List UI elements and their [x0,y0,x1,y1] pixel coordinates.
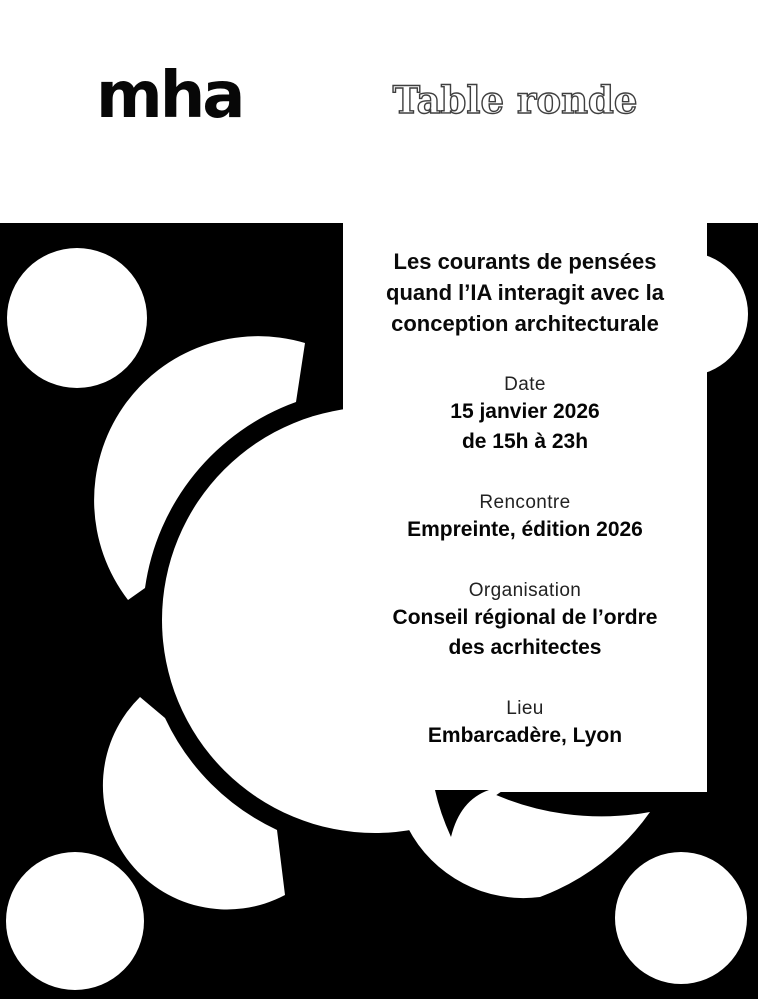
event-heading [343,246,707,339]
section-date [343,373,707,457]
section-value: Conseil régional de l’ordre [392,606,658,629]
section-value: 15 janvier 2026 [450,400,600,423]
section-value: Empreinte, édition 2026 [407,518,643,541]
mha-logo: mha [96,59,243,133]
section-rencontre [343,491,707,545]
bottom-right-circle-shape [615,852,747,984]
section-lieu [343,697,707,751]
top-left-circle-shape [7,248,147,388]
poster-title: Table ronde [392,78,638,122]
section-label: Rencontre [479,492,571,513]
section-label: Lieu [506,698,544,719]
bottom-left-circle-shape [6,852,144,990]
info-panel [343,223,707,792]
section-value: de 15h à 23h [461,430,589,453]
heading-line: conception architecturale [391,311,659,336]
section-label: Date [504,374,546,395]
heading-line: Les courants de pensées [393,249,657,274]
section-organisation [343,579,707,663]
section-label: Organisation [468,580,582,601]
section-value: des acrhitectes [448,636,602,659]
section-value: Embarcadère, Lyon [427,724,623,747]
heading-line: quand l’IA interagit avec la [386,280,664,305]
